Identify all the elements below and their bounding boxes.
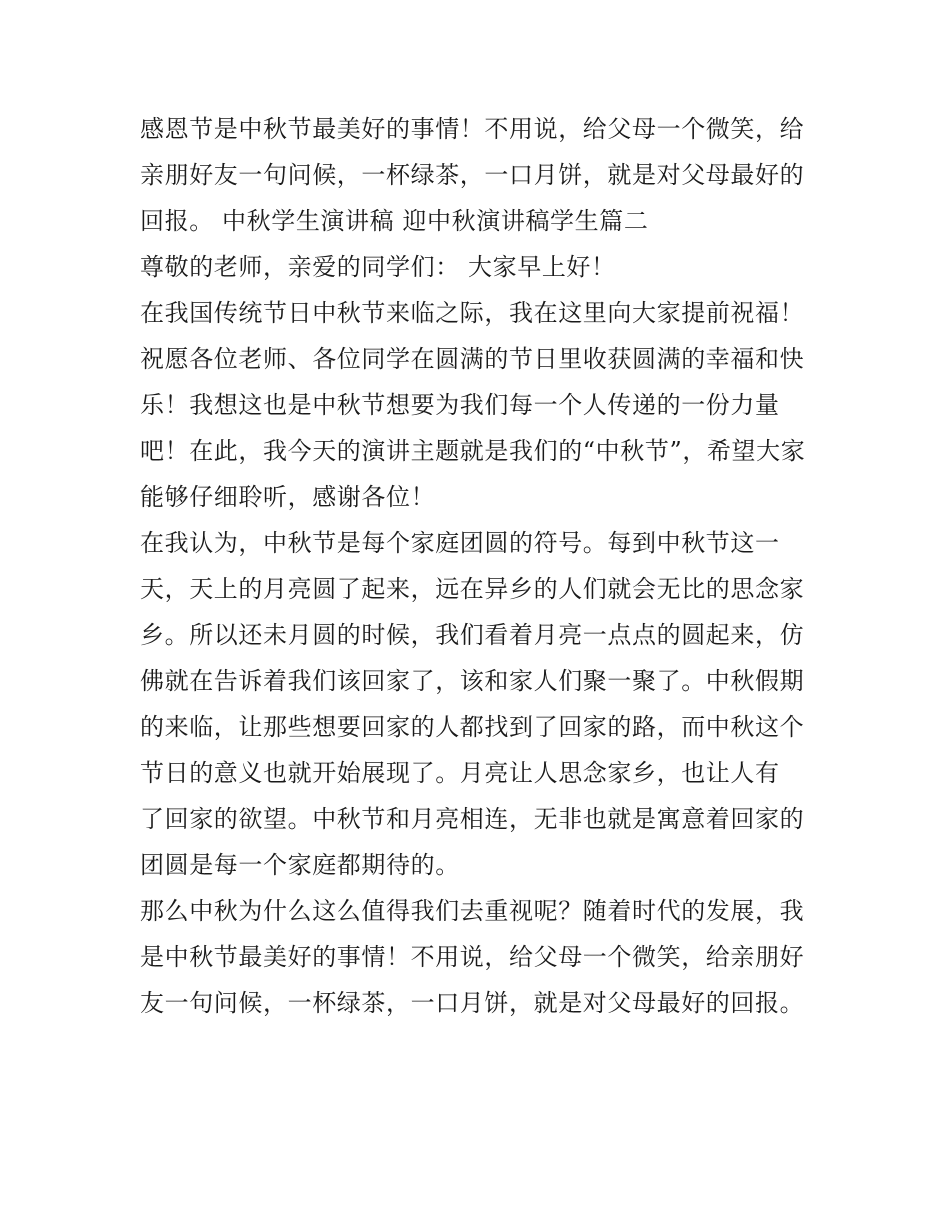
text-line: 那么中秋为什么这么值得我们去重视呢？随着时代的发展，我 <box>140 897 805 925</box>
text-line: 感恩节是中秋节最美好的事情！不用说，给父母一个微笑，给 <box>140 115 805 143</box>
text-line: 的来临，让那些想要回家的人都找到了回家的路，而中秋这个 <box>140 713 805 741</box>
text-line: 乐！我想这也是中秋节想要为我们每一个人传递的一份力量 <box>140 391 780 419</box>
text-line: 是中秋节最美好的事情！不用说，给父母一个微笑，给亲朋好 <box>140 943 805 971</box>
text-line: 乡。所以还未月圆的时候，我们看着月亮一点点的圆起来，仿 <box>140 621 805 649</box>
text-line: 友一句问候，一杯绿茶，一口月饼，就是对父母最好的回报。 <box>140 989 805 1017</box>
text-line: 祝愿各位老师、各位同学在圆满的节日里收获圆满的幸福和快 <box>140 345 805 373</box>
body-text <box>140 106 820 1026</box>
text-line: 能够仔细聆听，感谢各位！ <box>140 483 436 511</box>
text-line: 吧！在此，我今天的演讲主题就是我们的“中秋节”，希望大家 <box>140 437 806 465</box>
text-line: 节日的意义也就开始展现了。月亮让人思念家乡，也让人有 <box>140 759 780 787</box>
text-line: 了回家的欲望。中秋节和月亮相连，无非也就是寓意着回家的 <box>140 805 805 833</box>
text-line: 佛就在告诉着我们该回家了，该和家人们聚一聚了。中秋假期 <box>140 667 805 695</box>
text-line: 尊敬的老师，亲爱的同学们： 大家早上好！ <box>140 253 616 281</box>
text-line: 天，天上的月亮圆了起来，远在异乡的人们就会无比的思念家 <box>140 575 805 603</box>
text-line: 团圆是每一个家庭都期待的。 <box>140 851 460 879</box>
text-line: 回报。 中秋学生演讲稿 迎中秋演讲稿学生篇二 <box>140 207 649 235</box>
text-line: 在我认为，中秋节是每个家庭团圆的符号。每到中秋节这一 <box>140 529 780 557</box>
text-line: 亲朋好友一句问候，一杯绿茶，一口月饼，就是对父母最好的 <box>140 161 805 189</box>
text-line: 在我国传统节日中秋节来临之际，我在这里向大家提前祝福！ <box>140 299 805 327</box>
